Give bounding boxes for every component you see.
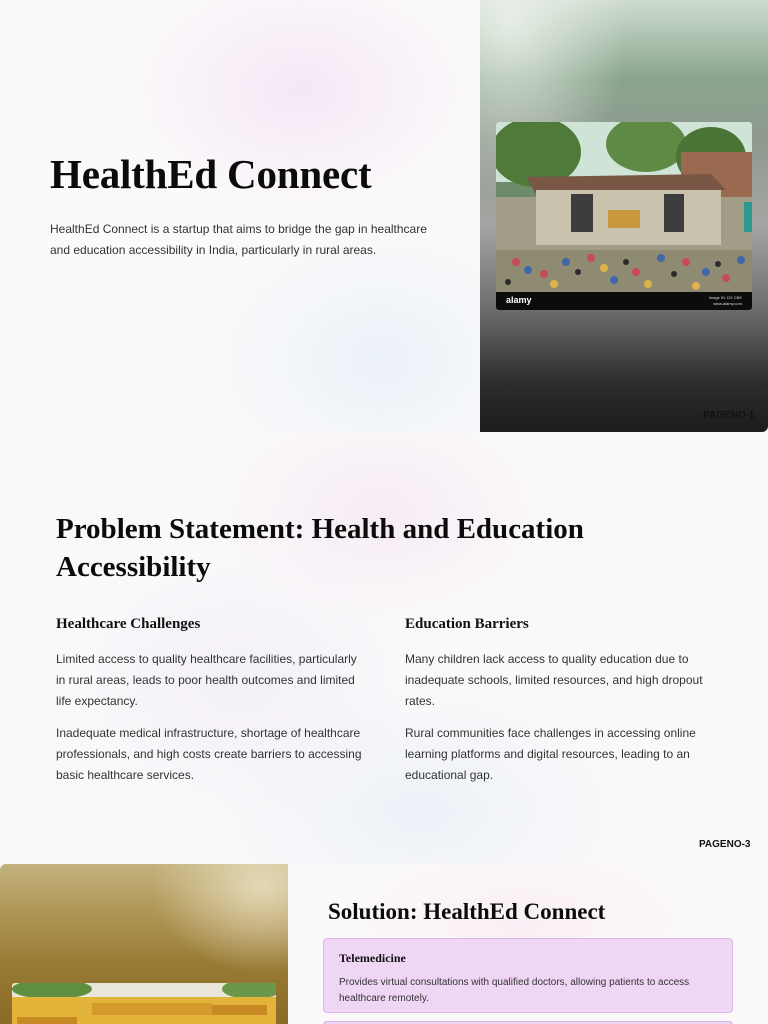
healthcare-challenges-column [56, 616, 366, 797]
slide-2 [0, 432, 768, 864]
column-paragraph: Rural communities face challenges in accessing online learning platforms and digital resources, leading to an educational gap. [405, 726, 696, 782]
rural-school-illustration [496, 122, 752, 310]
page-number-label: PAGENO-1 [703, 410, 755, 421]
column-paragraph: Inadequate medical infrastructure, shortage of healthcare professionals, and high costs create barriers to accessing basic healthcare services. [56, 726, 362, 782]
slide-1-image-panel [480, 0, 768, 432]
telemedicine-card [323, 938, 733, 1013]
slide-1 [0, 0, 768, 432]
column-paragraph: Limited access to quality healthcare facilities, particularly in rural areas, leads to poor health outcomes and limited life expectancy. [56, 652, 357, 708]
photo-watermark-url: www.alamy.com [713, 301, 742, 306]
education-barriers-column [405, 616, 705, 797]
card-text: Provides virtual consultations with qualified doctors, allowing patients to access healthcare remotely. [339, 977, 690, 1004]
column-paragraph: Many children lack access to quality education due to inadequate schools, limited resources, and high dropout rates. [405, 652, 703, 708]
slide-3-image-panel [0, 864, 288, 1024]
slide-3-title: Solution: HealthEd Connect [328, 899, 606, 924]
page-number-label: PAGENO-3 [699, 839, 751, 850]
slide-3 [0, 864, 768, 1024]
card-heading: Telemedicine [339, 951, 406, 965]
rural-school-photo [496, 122, 752, 310]
photo-watermark-id: Image ID: DX CBE [708, 295, 742, 300]
health-center-illustration [12, 983, 276, 1024]
health-center-photo [12, 983, 276, 1024]
slide-2-title: Problem Statement: Health and Education Accessibility [56, 513, 584, 583]
column-heading: Education Barriers [405, 616, 529, 632]
photo-watermark-brand: alamy [506, 295, 532, 305]
slide-1-title: HealthEd Connect [50, 151, 372, 197]
column-heading: Healthcare Challenges [56, 616, 201, 632]
slide-1-description: HealthEd Connect is a startup that aims to bridge the gap in healthcare and education accessibility in India, particularly in rural areas. [50, 222, 427, 257]
